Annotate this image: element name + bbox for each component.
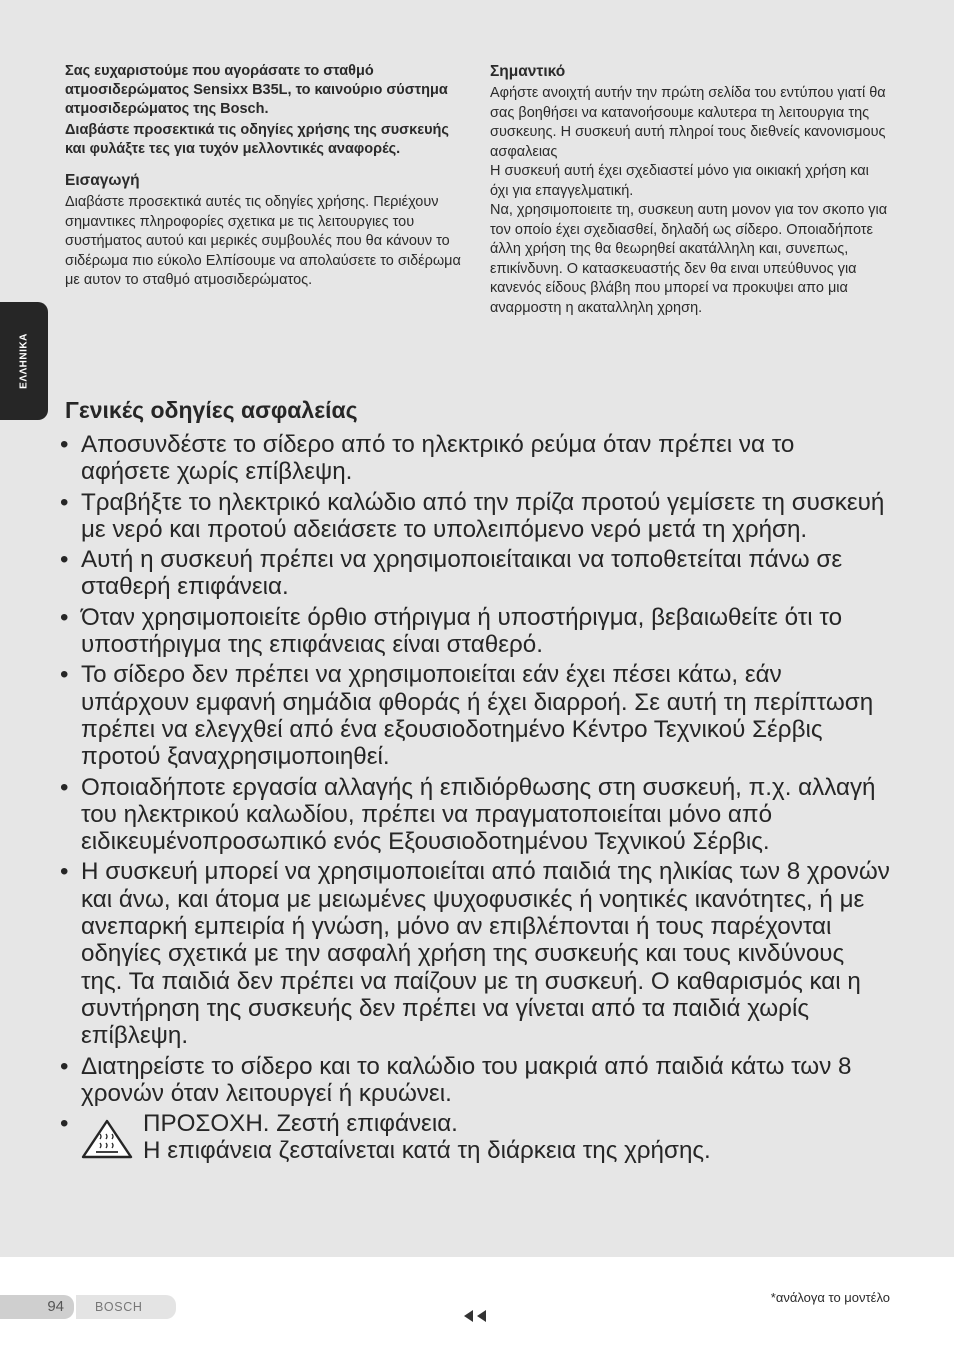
list-item	[60, 774, 890, 856]
warning-text	[143, 1110, 711, 1165]
important-heading: Σημαντικό	[490, 63, 566, 80]
brand-label: BOSCH	[95, 1300, 143, 1314]
warning-line: Η επιφάνεια ζεσταίνεται κατά τη διάρκεια της χρήσης.	[143, 1137, 711, 1165]
safety-instructions-list	[60, 431, 890, 1168]
safety-item-text: Τραβήξτε το ηλεκτρικό καλώδιο από την πρίζα προτού γεμίσετε τη συσκευή με νερό και προτού αδειάσετε το υπολειπόμενο νερό μετά τη χρήση.	[81, 488, 885, 543]
language-label: ΕΛΛΗΝΙΚΑ	[18, 333, 30, 389]
bullet: •	[60, 431, 69, 458]
bullet: •	[60, 1052, 69, 1080]
introduction-text: Διαβάστε προσεκτικά αυτές τις οδηγίες χρήσης. Περιέχουν σημαντικες πληροφορίες σχετικα με τις λειτουργιες του συστήματος αυτού και μερικές συμβουλές που θα κάνουν το σιδέρωμα πιο εύκολο Ελπίσουμε να απολαύσετε το σιδέρωμα με αυτον το σταθμό ατμοσιδερώματος.	[65, 194, 461, 288]
bullet: •	[60, 488, 69, 516]
safety-item-text: Διατηρείστε το σίδερο και το καλώδιο του μακριά από παιδιά κάτω των 8 χρονών όταν λειτουργεί ή κρυώνει.	[81, 1052, 852, 1107]
bullet: •	[60, 858, 69, 886]
safety-item-text: Οποιαδήποτε εργασία αλλαγής ή επιδιόρθωσης στη συσκευή, π.χ. αλλαγή του ηλεκτρικού καλωδίου, πρέπει να πραγματοποιείται μόνο από ειδικευμένοπροσωπικό ενός Εξουσιοδοτημένου Τεχνικού Σέρβις.	[81, 773, 876, 856]
safety-item-text: Όταν χρησιμοποιείτε όρθιο στήριγμα ή υποστήριγμα, βεβαιωθείτε ότι το υποστήριγμα της επιφάνειας είναι σταθερό.	[81, 603, 843, 659]
read-instructions-paragraph: Διαβάστε προσεκτικά τις οδηγίες χρήσης της συσκευής και φυλάξτε τες για τυχόν μελλοντικές αναφορές.	[65, 122, 449, 157]
hot-surface-warning-item	[60, 1110, 890, 1165]
list-item	[60, 604, 890, 659]
bullet: •	[60, 661, 69, 689]
page-number: 94	[47, 1298, 64, 1315]
list-item	[60, 431, 890, 486]
list-item	[60, 1053, 890, 1108]
list-item	[60, 661, 890, 770]
safety-item-text: Η συσκευή μπορεί να χρησιμοποιείται από παιδιά της ηλικίας των 8 χρονών και άνω, και άτομα με μειωμένες ψυχοφυσικές ή νοητικές ικανότητες, ή με ανεπαρκή εμπειρία ή γνώση, μόνο αν επιβλέπονται ή τους παρέχονται οδηγίες σχετικά με την ασφαλή χρήση της συσκευής και τους κινδύνους της. Τα παιδιά δεν πρέπει να παίζουν με τη συσκευή. Ο καθαρισμός και η συντήρηση της συσκευής δεν πρέπει να γίνεται από τα παιδιά χωρίς επίβλεψη.	[81, 858, 890, 1050]
intro-column	[65, 62, 467, 291]
thank-you-paragraph: Σας ευχαριστούμε που αγοράσατε το σταθμό ατμοσιδερώματος Sensixx B35L, το καινούριο σύστημα ατμοσιδερώματος της Bosch.	[65, 63, 448, 117]
list-item	[60, 489, 890, 544]
list-item	[60, 546, 890, 601]
page-number-tab	[0, 1295, 74, 1319]
important-paragraph: Αφήστε ανοιχτή αυτήν την πρώτη σελίδα του εντύπου γιατί θα σας βοηθήσει να κατανοήσουμε καλυτερα τη λειτουργια της συσκευης. Η συσκευή αυτή πληροί τους διεθνείς κανονισμους ασφαλειας	[490, 85, 886, 160]
double-triangle-left-icon[interactable]	[462, 1308, 490, 1324]
safety-item-text: Αποσυνδέστε το σίδερο από το ηλεκτρικό ρεύμα όταν πρέπει να το αφήσετε χωρίς επίβλεψη.	[81, 431, 795, 486]
important-paragraph: Να, χρησιμοποιειτε τη, συσκευη αυτη μονον για τον σκοπο για τον οποίο έχει σχεδιασθεί, δηλαδή ως σίδερο. Οποιαδήποτε άλλη χρήση της θα θεωρηθεί ακατάλληλη και, συνεπως, επικίνδυνη. Ο κατασκευαστής δεν θα ειναι υπεύθυνος για κανενός είδους βλάβη που μπορεί να προκυψει απο μια αναρμοστη η ακαταλληλη χρηση.	[490, 202, 888, 316]
warning-line: ΠΡΟΣΟΧΗ. Ζεστή επιφάνεια.	[143, 1110, 458, 1138]
bullet: •	[60, 773, 69, 801]
bullet: •	[60, 1110, 69, 1138]
important-column	[490, 62, 890, 318]
safety-title: Γενικές οδηγίες ασφαλείας	[65, 397, 358, 423]
safety-item-text: Το σίδερο δεν πρέπει να χρησιμοποιείται εάν έχει πέσει κάτω, εάν υπάρχουν εμφανή σημάδια φθοράς ή έχει διαρροή. Σε αυτή τη περίπτωση πρέπει να ελεγχθεί από ένα εξουσιοδοτημένο Κέντρο Τεχνικού Σέρβις προτού ξαναχρησιμοποιηθεί.	[81, 661, 874, 771]
language-side-tab	[0, 302, 48, 420]
introduction-heading: Εισαγωγή	[65, 172, 140, 189]
bullet: •	[60, 603, 69, 631]
brand-tab	[76, 1295, 176, 1319]
hot-surface-warning-icon	[81, 1119, 133, 1159]
important-paragraph: Η συσκευή αυτή έχει σχεδιαστεί μόνο για οικιακή χρήση και όχι για επαγγελματική.	[490, 163, 869, 199]
list-item	[60, 858, 890, 1049]
model-footnote: *ανάλογα το μοντέλο	[770, 1290, 890, 1305]
bullet: •	[60, 546, 69, 574]
safety-item-text: Αυτή η συσκευή πρέπει να χρησιμοποιείταικαι να τοποθετείται πάνω σε σταθερή επιφάνεια.	[81, 546, 843, 601]
